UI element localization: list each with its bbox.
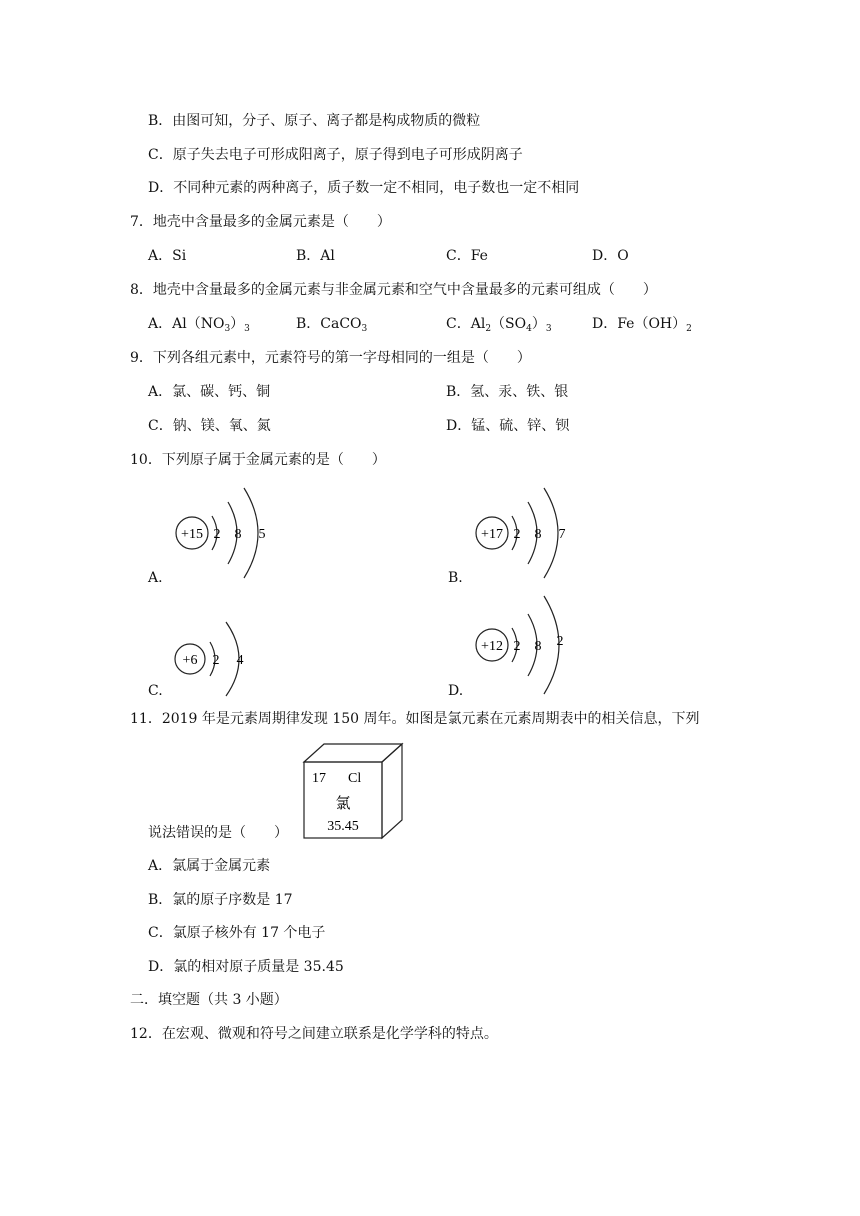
q9-option-a: A．氯、碳、钙、铜 [148,384,271,400]
q9-option-d: D．锰、硫、锌、钡 [446,418,570,434]
shell-electron-count: 4 [236,653,244,668]
q8-option-d: D．$Fe(OH)_2$ [592,316,692,334]
chlorine-periodic-cell [300,742,406,846]
q10-label-c: C. [148,683,163,699]
nucleus-charge: +12 [481,639,503,654]
q7-stem: 7．地壳中含量最多的金属元素是（ ） [130,214,391,230]
q11-option-b: B．氯的原子序数是 17 [148,892,293,908]
atom-diagram-a [170,478,280,592]
q7-option-c: C．Fe [446,248,488,264]
q7-option-b: B．Al [296,248,335,264]
atomic-number: 17 [312,771,326,786]
electron-shell-arc [244,488,258,578]
q9-option-c: C．钠、镁、氧、氮 [148,418,271,434]
section-heading-fill-in: 二．填空题（共 3 小题） [130,992,288,1008]
q10-label-a: A. [148,570,163,586]
q7-option-a: A．Si [148,248,187,264]
shell-electron-count: 5 [258,527,266,542]
shell-electron-count: 2 [212,653,220,668]
q11-stem: 11．2019 年是元素周期律发现 150 周年。如图是氯元素在元素周期表中的相关信息，下列 [130,711,700,727]
q9-option-b: B．氢、汞、铁、银 [446,384,569,400]
shell-electron-count: 2 [513,639,521,654]
q11-option-a: A．氯属于金属元素 [148,858,271,874]
shell-electron-count: 8 [234,527,242,542]
shell-electron-count: 2 [213,527,221,542]
q11-stem-continued: 说法错误的是（ ） [148,825,288,841]
q8-stem: 8．地壳中含量最多的金属元素与非金属元素和空气中含量最多的元素可组成（ ） [130,282,657,298]
nucleus-charge: +6 [182,653,198,668]
shell-electron-count: 8 [534,639,542,654]
q6-option-b: B．由图可知，分子、原子、离子都是构成物质的微粒 [148,113,481,129]
shell-electron-count: 7 [558,527,566,542]
shell-electron-count: 8 [534,527,542,542]
q8-option-c: C．$Al_2(SO_4)_3$ [446,316,552,334]
electron-shell-arc [544,488,558,578]
shell-electron-count: 2 [513,527,521,542]
nucleus-charge: +15 [181,527,203,542]
atom-diagram-c [170,614,270,708]
nucleus-charge: +17 [481,527,503,542]
cube-top-face [304,744,402,762]
q8-option-b: B．CaCO$_3$ [296,316,368,334]
atom-diagram-d [470,590,580,704]
cube-side-face [382,744,402,838]
q6-option-d: D．不同种元素的两种离子，质子数一定不相同，电子数也一定不相同 [148,180,580,196]
q7-option-d: D．O [592,248,629,264]
q11-option-d: D．氯的相对原子质量是 35.45 [148,959,344,975]
element-symbol: Cl [348,771,362,786]
shell-electron-count: 2 [556,634,564,649]
atom-diagram-b [470,478,580,592]
q10-stem: 10．下列原子属于金属元素的是（ ） [130,452,386,468]
q12-stem: 12．在宏观、微观和符号之间建立联系是化学学科的特点。 [130,1026,498,1042]
q9-stem: 9．下列各组元素中，元素符号的第一字母相同的一组是（ ） [130,350,531,366]
q11-option-c: C．氯原子核外有 17 个电子 [148,925,326,941]
q6-option-c: C．原子失去电子可形成阳离子，原子得到电子可形成阴离子 [148,147,523,163]
atomic-mass: 35.45 [327,819,359,834]
q10-label-b: B. [448,570,463,586]
q10-label-d: D. [448,683,464,699]
element-name: 氯 [335,796,351,812]
q8-option-a: A．$Al(NO_3)_3$ [148,316,250,334]
